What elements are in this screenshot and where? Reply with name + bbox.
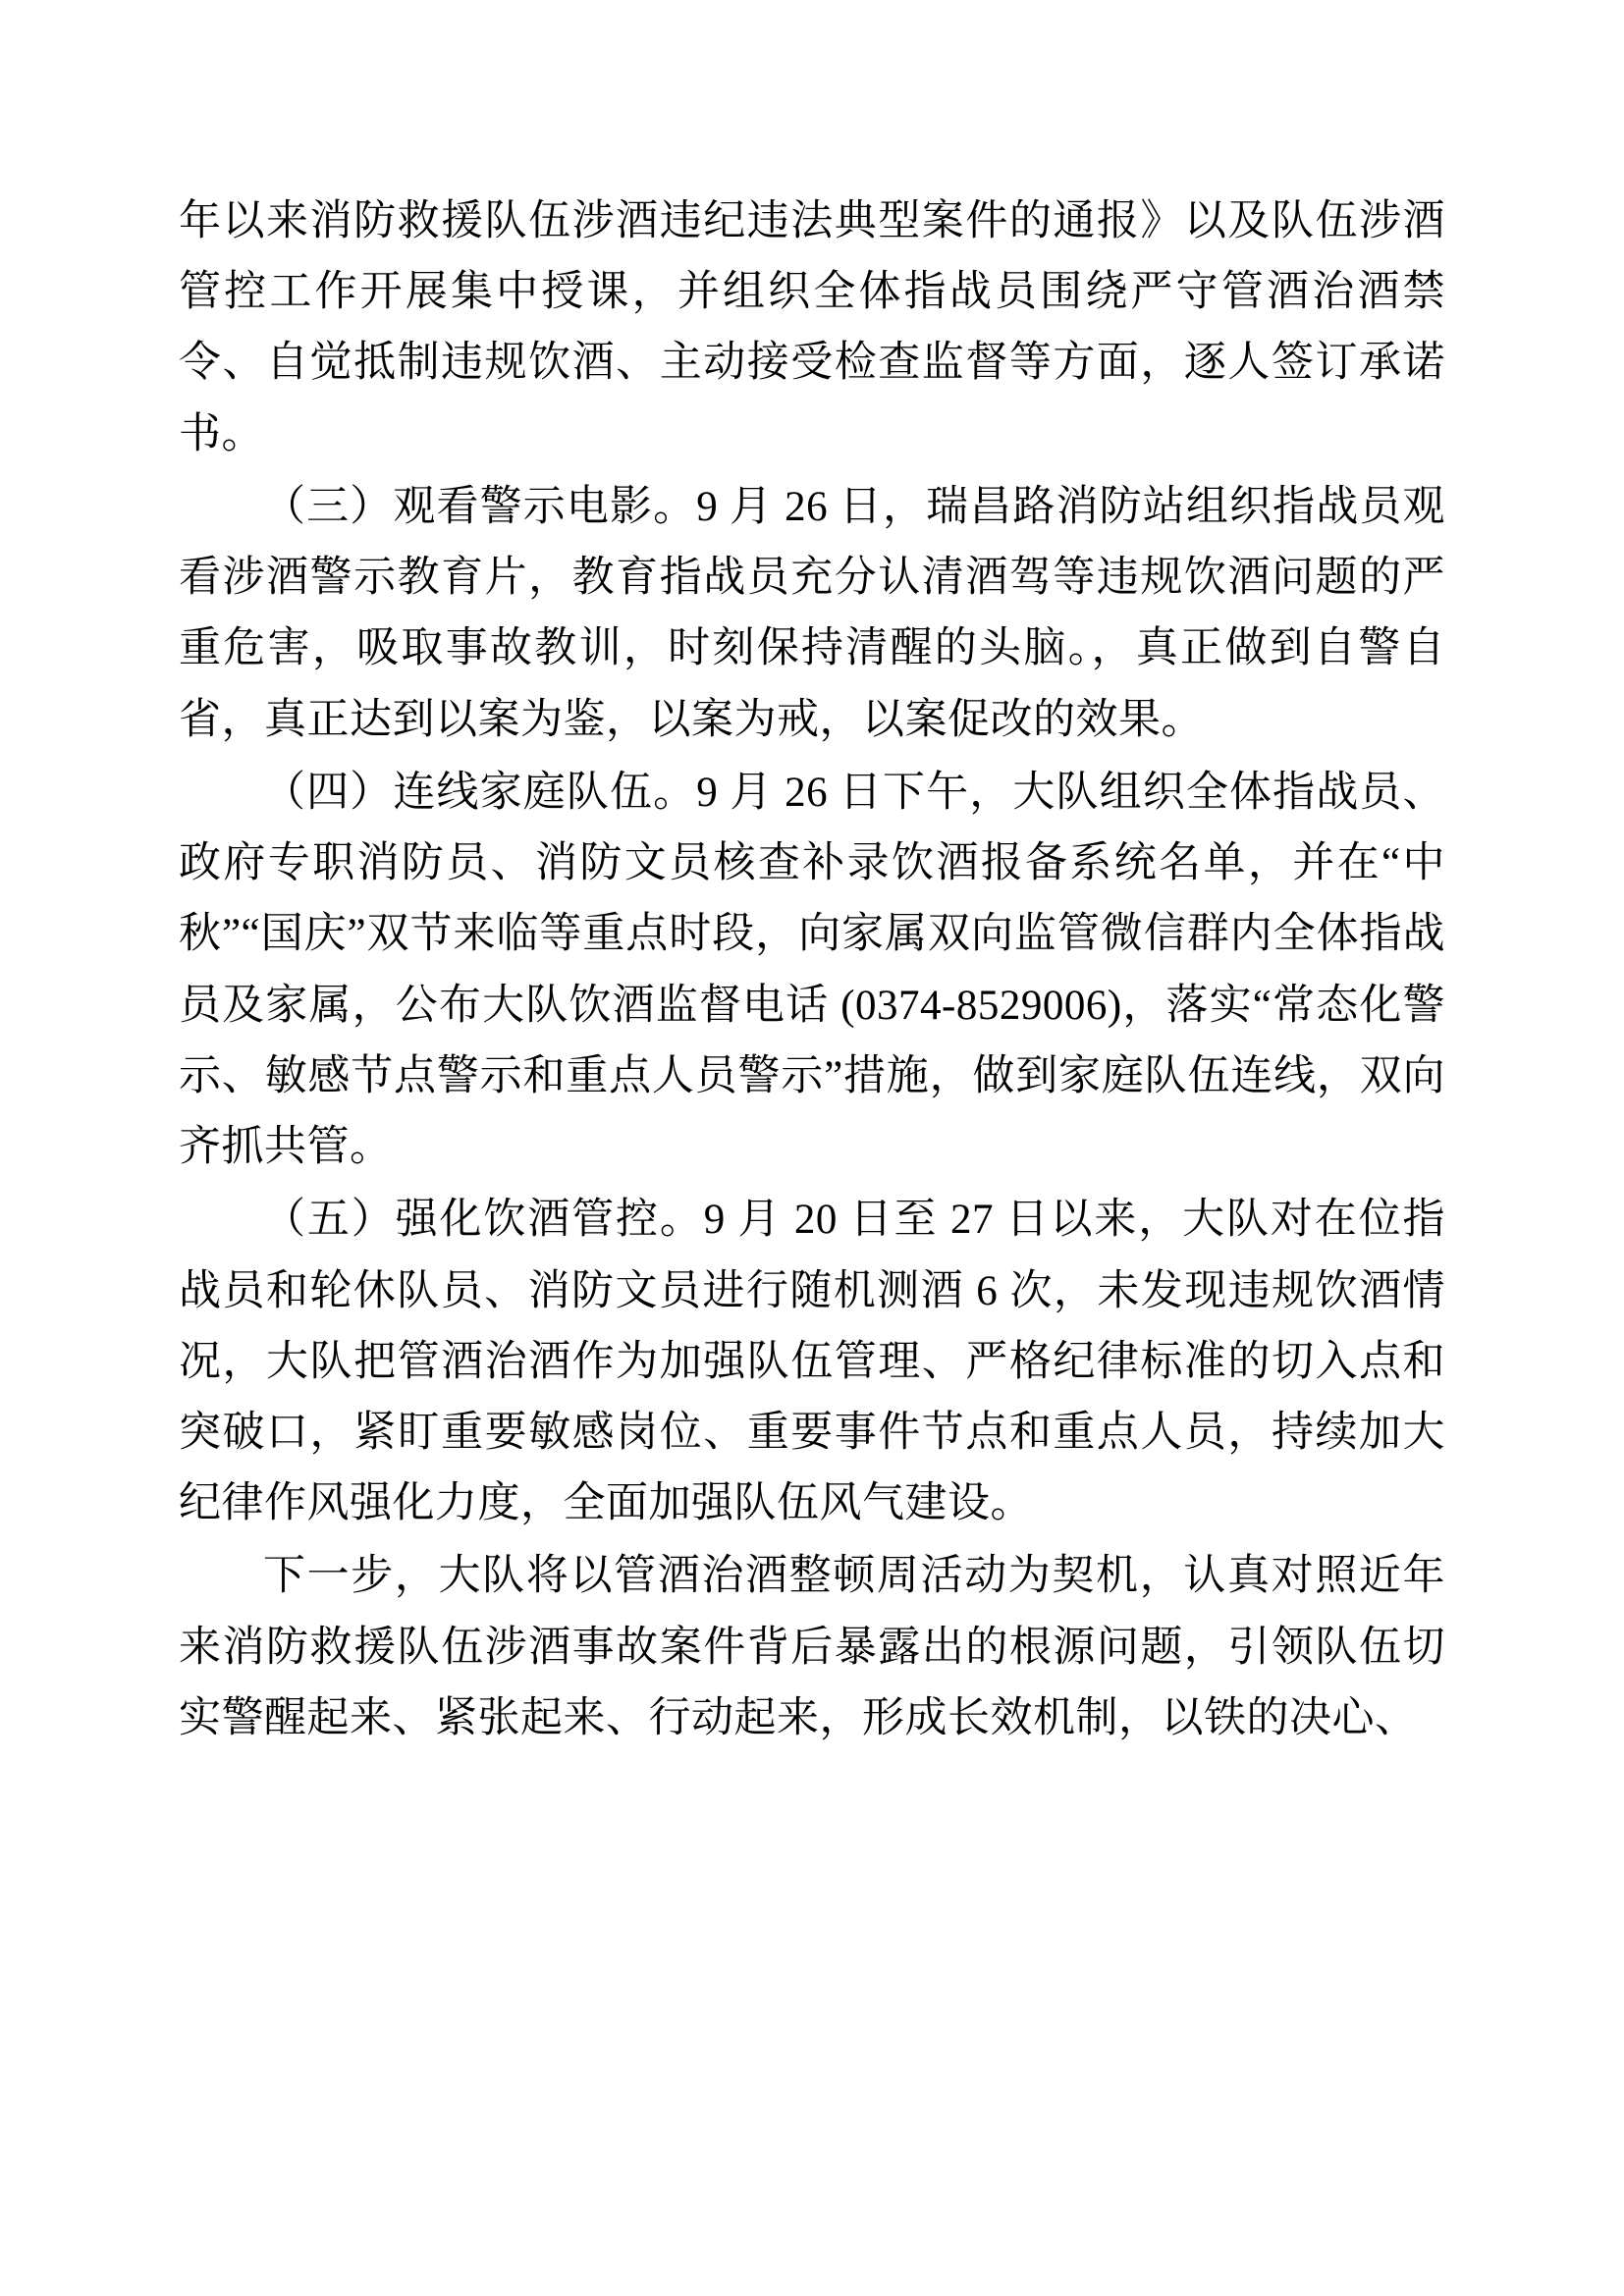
paragraph-section-four: （四）连线家庭队伍。9 月 26 日下午，大队组织全体指战员、政府专职消防员、消防文员核查补录饮酒报备系统名单，并在“中秋”“国庆”双节来临等重点时段，向家属双向监管微信群内全体指战员及家属，公布大队饮酒监督电话 (0374-8529006)，落实“常态化警示、敏感节点警示和重点人员警示”措施，做到家庭队伍连线，双向齐抓共管。: [179, 769, 1445, 1171]
document-body: [179, 187, 1445, 1754]
paragraph-next-steps: 下一步，大队将以管酒治酒整顿周活动为契机，认真对照近年来消防救援队伍涉酒事故案件背后暴露出的根源问题，引领队伍切实警醒起来、紧张起来、行动起来，形成长效机制，以铁的决心、: [179, 1553, 1445, 1741]
paragraph-section-five: （五）强化饮酒管控。9 月 20 日至 27 日以来，大队对在位指战员和轮休队员、消防文员进行随机测酒 6 次，未发现违规饮酒情况，大队把管酒治酒作为加强队伍管理、严格纪律标准的切入点和突破口，紧盯重要敏感岗位、重要事件节点和重点人员，持续加大纪律作风强化力度，全面加强队伍风气建设。: [179, 1197, 1445, 1527]
paragraph-continuation: 年以来消防救援队伍涉酒违纪违法典型案件的通报》以及队伍涉酒管控工作开展集中授课，并组织全体指战员围绕严守管酒治酒禁令、自觉抵制违规饮酒、主动接受检查监督等方面，逐人签订承诺书。: [179, 198, 1445, 457]
paragraph-section-three: （三）观看警示电影。9 月 26 日，瑞昌路消防站组织指战员观看涉酒警示教育片，教育指战员充分认清酒驾等违规饮酒问题的严重危害，吸取事故教训，时刻保持清醒的头脑。，真正做到自警自省，真正达到以案为鉴，以案为戒，以案促改的效果。: [179, 483, 1445, 743]
